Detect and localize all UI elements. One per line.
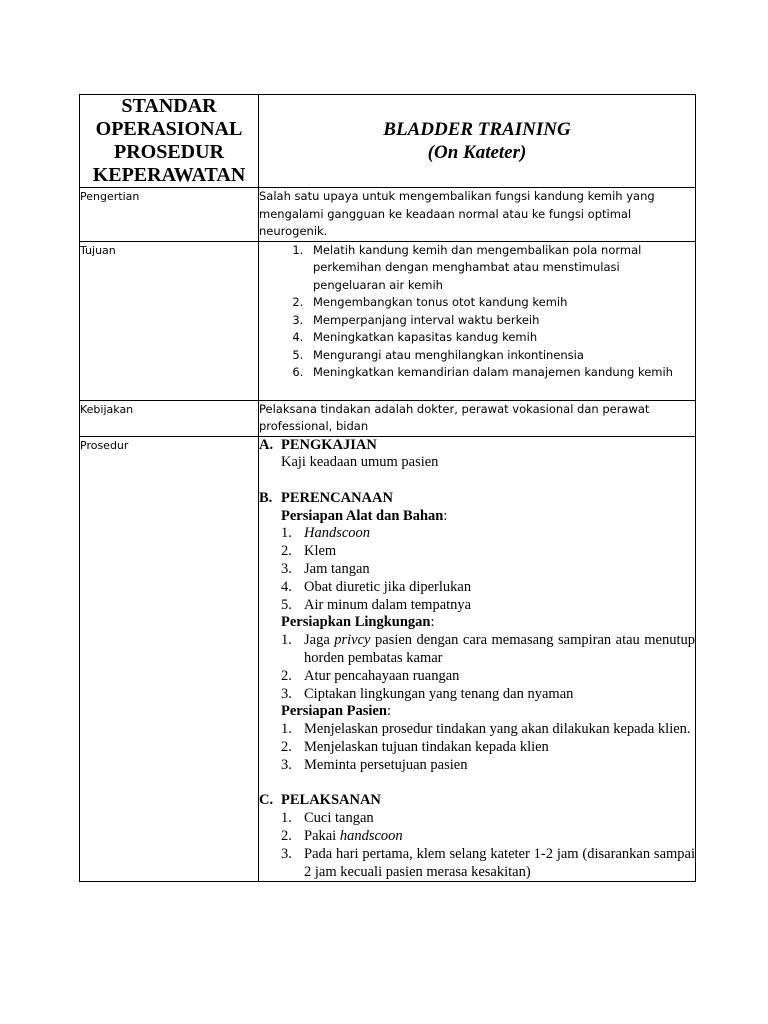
tujuan-cell [259, 241, 696, 400]
pengertian-row [80, 188, 696, 242]
document-subtitle: (On Kateter) [427, 142, 527, 163]
header-line: OPERASIONAL [95, 118, 243, 140]
sop-table [79, 94, 696, 882]
section-title: PERENCANAAN [281, 489, 393, 506]
subsection-heading: Persiapkan Lingkungan: [281, 614, 435, 631]
subsection-heading: Persiapan Pasien: [281, 703, 391, 720]
list-item: 2. Mengembangkan tonus otot kandung kemih [307, 294, 689, 312]
list-item: 1. Jaga privcy pasien dengan cara memasang sampiran atau menutup horden pembatas kamar [281, 632, 696, 667]
list-item: 2. Pakai handscoon [281, 828, 403, 845]
sop-header-cell [80, 95, 259, 188]
list-item: 4. Meningkatkan kapasitas kandug kemih [307, 329, 689, 347]
header-line: PROSEDUR [113, 141, 224, 163]
list-item: 1. Menjelaskan prosedur tindakan yang akan dilakukan kepada klien. [281, 721, 691, 738]
header-line: KEPERAWATAN [92, 164, 246, 186]
list-item: 1. Cuci tangan [281, 810, 374, 827]
list-item: 6. Meningkatkan kemandirian dalam manajemen kandung kemih [307, 364, 689, 382]
section-heading [259, 437, 695, 455]
pengkajian-text: Kaji keadaan umum pasien [281, 454, 439, 471]
section-title: PELAKSANAN [281, 792, 381, 809]
title-cell [259, 95, 696, 188]
list-item: 2. Menjelaskan tujuan tindakan kepada klien [281, 739, 549, 756]
kebijakan-text: Pelaksana tindakan adalah dokter, perawat vokasional dan perawat professional, bidan [259, 400, 696, 436]
section-heading [259, 792, 695, 810]
pasien-list [259, 721, 695, 774]
section-title: PENGKAJIAN [281, 436, 377, 453]
list-item: 3. Memperpanjang interval waktu berkeih [307, 312, 689, 330]
list-item: 3. Meminta persetujuan pasien [281, 756, 468, 773]
prosedur-label: Prosedur [80, 436, 259, 882]
section-letter: C. [259, 792, 274, 809]
subsection-heading: Persiapan Alat dan Bahan: [281, 507, 448, 524]
list-item: 5. Mengurangi atau menghilangkan inkontinensia [307, 347, 689, 365]
pengertian-label: Pengertian [80, 188, 259, 242]
list-item: 2. Klem [281, 543, 337, 560]
prosedur-row [80, 436, 696, 882]
kebijakan-label: Kebijakan [80, 400, 259, 436]
list-item: 2. Atur pencahayaan ruangan [281, 667, 460, 684]
section-letter: B. [259, 489, 273, 506]
document-title: BLADDER TRAINING [383, 119, 571, 140]
list-item: 3. Ciptakan lingkungan yang tenang dan nyaman [281, 685, 574, 702]
tujuan-label: Tujuan [80, 241, 259, 400]
list-item: 1. Melatih kandung kemih dan mengembalikan pola normal perkemihan dengan menghambat atau menstimulasi pengeluaran air kemih [307, 242, 689, 295]
list-item: 3. Pada hari pertama, klem selang kateter 1-2 jam (disarankan sampai 2 jam kecuali pasien merasa kesakitan) [281, 845, 695, 880]
list-item: 1. Handscoon [281, 525, 371, 542]
section-letter: A. [259, 436, 274, 453]
header-row [80, 95, 696, 188]
tujuan-list [259, 242, 695, 382]
kebijakan-row [80, 400, 696, 436]
tujuan-row [80, 241, 696, 400]
list-item: 5. Air minum dalam tempatnya [281, 596, 472, 613]
list-item: 3. Jam tangan [281, 561, 370, 578]
alat-list [259, 525, 695, 614]
prosedur-cell [259, 436, 696, 882]
header-line: STANDAR [121, 95, 217, 117]
pelaksanan-list [259, 810, 695, 881]
list-item: 4. Obat diuretic jika diperlukan [281, 578, 472, 595]
lingkungan-list [259, 632, 695, 703]
section-heading [259, 490, 695, 508]
pengertian-text: Salah satu upaya untuk mengembalikan fungsi kandung kemih yang mengalami gangguan ke keadaan normal atau ke fungsi optimal neurogenik. [259, 188, 696, 242]
